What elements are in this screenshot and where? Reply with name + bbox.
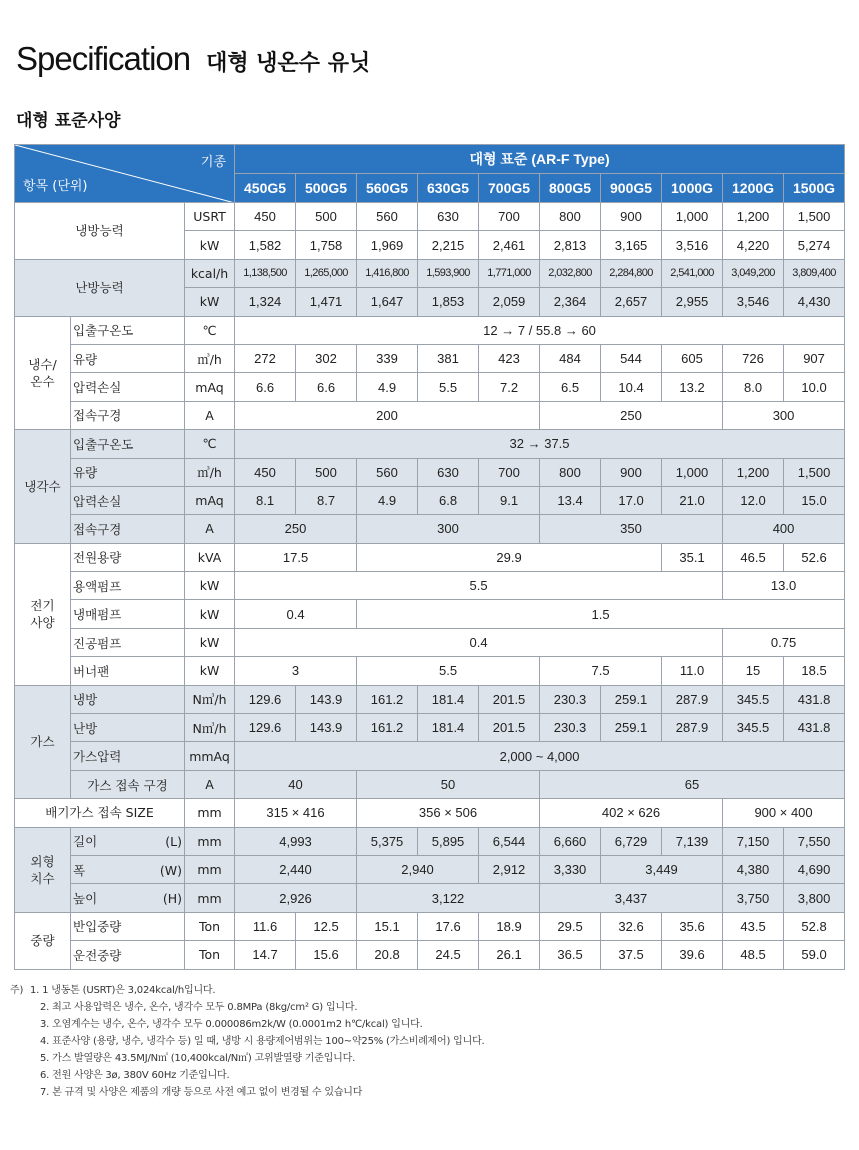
unit-cell: kW [185, 628, 235, 656]
value-cell: 20.8 [357, 941, 418, 969]
value-cell: 900 [601, 203, 662, 231]
value-cell: 2,541,000 [662, 259, 723, 287]
value-cell: 7,550 [784, 827, 845, 855]
item-label: 전원용량 [71, 543, 185, 571]
value-cell: 2,955 [662, 288, 723, 316]
value-cell: 1,265,000 [296, 259, 357, 287]
group-cooling-water: 냉각수 [15, 430, 71, 544]
table-row [15, 430, 845, 458]
item-label: 접속구경 [71, 515, 185, 543]
value-cell: 300 [723, 401, 845, 429]
table-row [15, 714, 845, 742]
value-cell: 2,000 ~ 4,000 [235, 742, 845, 770]
value-cell: 65 [540, 770, 845, 798]
unit-cell: mm [185, 799, 235, 827]
value-cell: 6.5 [540, 373, 601, 401]
value-cell: 17.6 [418, 912, 479, 940]
unit-cell: ℃ [185, 430, 235, 458]
value-cell: 907 [784, 344, 845, 372]
value-cell: 484 [540, 344, 601, 372]
group-heating-capacity: 난방능력 [15, 259, 185, 316]
value-cell: 17.5 [235, 543, 357, 571]
value-cell: 800 [540, 203, 601, 231]
value-cell: 2,461 [479, 231, 540, 259]
value-cell: 2,657 [601, 288, 662, 316]
item-label: 높이 (H) [71, 884, 185, 912]
unit-cell: kW [185, 231, 235, 259]
value-cell: 2,364 [540, 288, 601, 316]
value-cell: 1,416,800 [357, 259, 418, 287]
value-cell: 381 [418, 344, 479, 372]
item-label: 진공펌프 [71, 628, 185, 656]
table-row [15, 572, 845, 600]
value-cell: 2,813 [540, 231, 601, 259]
footnote-item: 7. 본 규격 및 사양은 제품의 개량 등으로 사전 예고 없이 변경될 수 있습니다 [40, 1087, 363, 1098]
value-cell: 143.9 [296, 714, 357, 742]
value-cell: 0.75 [723, 628, 845, 656]
value-cell: 5,274 [784, 231, 845, 259]
value-cell: 9.1 [479, 486, 540, 514]
value-cell: 7,150 [723, 827, 784, 855]
group-cooling-capacity: 냉방능력 [15, 203, 185, 260]
table-row [15, 401, 845, 429]
value-cell: 129.6 [235, 714, 296, 742]
value-cell: 1,593,900 [418, 259, 479, 287]
page-title: Specification [16, 40, 191, 77]
value-cell: 250 [235, 515, 357, 543]
value-cell: 161.2 [357, 685, 418, 713]
page-subtitle: 대형 냉온수 유닛 [206, 51, 371, 76]
value-cell: 161.2 [357, 714, 418, 742]
value-cell: 21.0 [662, 486, 723, 514]
value-cell: 4,690 [784, 855, 845, 883]
table-row [15, 799, 845, 827]
value-cell: 10.4 [601, 373, 662, 401]
value-cell: 431.8 [784, 714, 845, 742]
value-cell: 39.6 [662, 941, 723, 969]
value-cell: 605 [662, 344, 723, 372]
value-cell: 345.5 [723, 685, 784, 713]
value-cell: 1,000 [662, 203, 723, 231]
value-cell: 201.5 [479, 714, 540, 742]
value-cell: 201.5 [479, 685, 540, 713]
value-cell: 6.6 [296, 373, 357, 401]
value-cell: 181.4 [418, 685, 479, 713]
value-cell: 26.1 [479, 941, 540, 969]
item-label: 길이 (L) [71, 827, 185, 855]
value-cell: 8.7 [296, 486, 357, 514]
model-header: 560G5 [357, 174, 418, 203]
value-cell: 3,049,200 [723, 259, 784, 287]
unit-cell: ℃ [185, 316, 235, 344]
value-cell: 560 [357, 203, 418, 231]
value-cell: 10.0 [784, 373, 845, 401]
value-cell: 345.5 [723, 714, 784, 742]
value-cell: 1,324 [235, 288, 296, 316]
value-cell: 544 [601, 344, 662, 372]
table-row [15, 628, 845, 656]
value-cell: 900 × 400 [723, 799, 845, 827]
unit-cell: Ton [185, 941, 235, 969]
item-label: 가스압력 [71, 742, 185, 770]
value-cell: 900 [601, 458, 662, 486]
value-cell: 8.0 [723, 373, 784, 401]
value-cell: 59.0 [784, 941, 845, 969]
model-header: 1000G [662, 174, 723, 203]
value-cell: 6,544 [479, 827, 540, 855]
value-cell: 431.8 [784, 685, 845, 713]
value-cell: 11.0 [662, 657, 723, 685]
series-title: 대형 표준 (AR-F Type) [235, 145, 845, 174]
value-cell: 14.7 [235, 941, 296, 969]
value-cell: 2,940 [357, 855, 479, 883]
model-header: 1500G [784, 174, 845, 203]
group-dimensions: 외형 치수 [15, 827, 71, 912]
value-cell: 4.9 [357, 373, 418, 401]
table-row [15, 600, 845, 628]
unit-cell: N㎥/h [185, 714, 235, 742]
group-electrical: 전기 사양 [15, 543, 71, 685]
value-cell: 3,449 [601, 855, 723, 883]
header-row-series [15, 145, 845, 174]
value-cell: 4,220 [723, 231, 784, 259]
value-cell: 48.5 [723, 941, 784, 969]
value-cell: 356 × 506 [357, 799, 540, 827]
item-label: 용액펌프 [71, 572, 185, 600]
value-cell: 1,471 [296, 288, 357, 316]
item-label: 유량 [71, 458, 185, 486]
value-cell: 52.8 [784, 912, 845, 940]
group-exhaust: 배기가스 접속 SIZE [15, 799, 185, 827]
table-row [15, 203, 845, 231]
value-cell: 2,284,800 [601, 259, 662, 287]
value-cell: 6,729 [601, 827, 662, 855]
group-gas: 가스 [15, 685, 71, 799]
value-cell: 300 [357, 515, 540, 543]
table-row [15, 259, 845, 287]
table-row [15, 912, 845, 940]
value-cell: 29.9 [357, 543, 662, 571]
value-cell: 3,437 [540, 884, 723, 912]
footnote-item: 4. 표준사양 (용량, 냉수, 냉각수 등) 일 때, 냉방 시 용량제어범위는 100~약25% (가스비례제어) 입니다. [40, 1036, 485, 1047]
value-cell: 230.3 [540, 714, 601, 742]
value-cell: 6,660 [540, 827, 601, 855]
value-cell: 1.5 [357, 600, 845, 628]
model-header: 1200G [723, 174, 784, 203]
value-cell: 18.5 [784, 657, 845, 685]
value-cell: 4,430 [784, 288, 845, 316]
value-cell: 450 [235, 458, 296, 486]
value-cell: 3 [235, 657, 357, 685]
unit-cell: mAq [185, 373, 235, 401]
model-header: 500G5 [296, 174, 357, 203]
value-cell: 24.5 [418, 941, 479, 969]
value-cell: 630 [418, 203, 479, 231]
footnote-label: 주) [10, 985, 24, 996]
item-label: 폭 (W) [71, 855, 185, 883]
item-label: 입출구온도 [71, 316, 185, 344]
unit-cell: kW [185, 657, 235, 685]
footnote-item: 3. 오염계수는 냉수, 온수, 냉각수 모두 0.000086m2k/W (0.0001m2 h℃/kcal) 입니다. [40, 1019, 423, 1030]
table-row [15, 941, 845, 969]
unit-cell: kW [185, 288, 235, 316]
value-cell: 1,200 [723, 203, 784, 231]
unit-cell: mAq [185, 486, 235, 514]
page-title-block [16, 40, 370, 88]
unit-cell: mm [185, 855, 235, 883]
item-label: 접속구경 [71, 401, 185, 429]
value-cell: 272 [235, 344, 296, 372]
value-cell: 32.6 [601, 912, 662, 940]
item-label: 가스 접속 구경 [71, 770, 185, 798]
table-row [15, 685, 845, 713]
value-cell: 8.1 [235, 486, 296, 514]
value-cell: 287.9 [662, 685, 723, 713]
value-cell: 46.5 [723, 543, 784, 571]
model-header: 630G5 [418, 174, 479, 203]
item-label: 입출구온도 [71, 430, 185, 458]
value-cell: 1,853 [418, 288, 479, 316]
value-cell: 0.4 [235, 600, 357, 628]
value-cell: 29.5 [540, 912, 601, 940]
item-label: 압력손실 [71, 373, 185, 401]
value-cell: 43.5 [723, 912, 784, 940]
corner-item-label: 항목 (단위) [23, 179, 88, 194]
table-row [15, 855, 845, 883]
item-label: 압력손실 [71, 486, 185, 514]
value-cell: 143.9 [296, 685, 357, 713]
value-cell: 4,993 [235, 827, 357, 855]
value-cell: 800 [540, 458, 601, 486]
value-cell: 3,800 [784, 884, 845, 912]
value-cell: 630 [418, 458, 479, 486]
value-cell: 12.5 [296, 912, 357, 940]
table-row [15, 344, 845, 372]
value-cell: 5,375 [357, 827, 418, 855]
footnote-item: 5. 가스 발열량은 43.5MJ/N㎥ (10,400kcal/N㎥) 고위발열량 기준입니다. [40, 1053, 356, 1064]
value-cell: 2,912 [479, 855, 540, 883]
value-cell: 2,926 [235, 884, 357, 912]
value-cell: 6.6 [235, 373, 296, 401]
value-cell: 37.5 [601, 941, 662, 969]
value-cell: 5.5 [235, 572, 723, 600]
value-cell: 700 [479, 203, 540, 231]
value-cell: 3,165 [601, 231, 662, 259]
value-cell: 400 [723, 515, 845, 543]
footnotes [10, 982, 485, 1101]
unit-cell: kW [185, 572, 235, 600]
value-cell: 15.0 [784, 486, 845, 514]
value-cell: 15.1 [357, 912, 418, 940]
value-cell: 1,969 [357, 231, 418, 259]
model-header: 800G5 [540, 174, 601, 203]
unit-cell: USRT [185, 203, 235, 231]
value-cell: 13.2 [662, 373, 723, 401]
unit-cell: Ton [185, 912, 235, 940]
value-cell: 7,139 [662, 827, 723, 855]
unit-cell: A [185, 770, 235, 798]
value-cell: 0.4 [235, 628, 723, 656]
unit-cell: ㎥/h [185, 344, 235, 372]
unit-cell: ㎥/h [185, 458, 235, 486]
value-cell: 1,758 [296, 231, 357, 259]
table-row [15, 770, 845, 798]
value-cell: 18.9 [479, 912, 540, 940]
value-cell: 15 [723, 657, 784, 685]
unit-cell: mmAq [185, 742, 235, 770]
item-label: 버너팬 [71, 657, 185, 685]
value-cell: 4,380 [723, 855, 784, 883]
value-cell: 3,809,400 [784, 259, 845, 287]
section-title: 대형 표준사양 [16, 111, 121, 131]
value-cell: 230.3 [540, 685, 601, 713]
table-row [15, 373, 845, 401]
value-cell: 2,032,800 [540, 259, 601, 287]
value-cell: 500 [296, 458, 357, 486]
value-cell: 11.6 [235, 912, 296, 940]
value-cell: 32 → 37.5 [235, 430, 845, 458]
footnote-item: 1. 1 냉동톤 (USRT)은 3,024kcal/h입니다. [30, 985, 216, 996]
value-cell: 1,500 [784, 458, 845, 486]
value-cell: 1,582 [235, 231, 296, 259]
value-cell: 302 [296, 344, 357, 372]
value-cell: 181.4 [418, 714, 479, 742]
value-cell: 287.9 [662, 714, 723, 742]
value-cell: 2,059 [479, 288, 540, 316]
table-row [15, 657, 845, 685]
value-cell: 35.6 [662, 912, 723, 940]
item-label: 냉매펌프 [71, 600, 185, 628]
model-header: 450G5 [235, 174, 296, 203]
value-cell: 7.2 [479, 373, 540, 401]
group-chilled-hot-water: 냉수/ 온수 [15, 316, 71, 430]
table-row [15, 742, 845, 770]
table-row [15, 884, 845, 912]
value-cell: 6.8 [418, 486, 479, 514]
value-cell: 13.0 [723, 572, 845, 600]
table-row [15, 486, 845, 514]
item-label: 유량 [71, 344, 185, 372]
value-cell: 7.5 [540, 657, 662, 685]
model-header: 900G5 [601, 174, 662, 203]
value-cell: 500 [296, 203, 357, 231]
item-label: 운전중량 [71, 941, 185, 969]
value-cell: 3,516 [662, 231, 723, 259]
value-cell: 35.1 [662, 543, 723, 571]
value-cell: 52.6 [784, 543, 845, 571]
model-header: 700G5 [479, 174, 540, 203]
item-label: 난방 [71, 714, 185, 742]
value-cell: 40 [235, 770, 357, 798]
footnote-item: 6. 전원 사양은 3ø, 380V 60Hz 기준입니다. [40, 1070, 230, 1081]
value-cell: 1,771,000 [479, 259, 540, 287]
unit-cell: mm [185, 827, 235, 855]
value-cell: 3,750 [723, 884, 784, 912]
value-cell: 13.4 [540, 486, 601, 514]
table-row [15, 543, 845, 571]
unit-cell: A [185, 401, 235, 429]
value-cell: 2,440 [235, 855, 357, 883]
item-label: 반입중량 [71, 912, 185, 940]
value-cell: 5.5 [357, 657, 540, 685]
unit-cell: kW [185, 600, 235, 628]
value-cell: 259.1 [601, 685, 662, 713]
unit-cell: mm [185, 884, 235, 912]
value-cell: 3,330 [540, 855, 601, 883]
corner-model-label: 기종 [200, 155, 227, 170]
value-cell: 423 [479, 344, 540, 372]
value-cell: 17.0 [601, 486, 662, 514]
value-cell: 350 [540, 515, 723, 543]
value-cell: 200 [235, 401, 540, 429]
value-cell: 12.0 [723, 486, 784, 514]
value-cell: 50 [357, 770, 540, 798]
value-cell: 1,500 [784, 203, 845, 231]
value-cell: 5,895 [418, 827, 479, 855]
value-cell: 450 [235, 203, 296, 231]
value-cell: 560 [357, 458, 418, 486]
value-cell: 4.9 [357, 486, 418, 514]
value-cell: 1,138,500 [235, 259, 296, 287]
header-corner [15, 145, 235, 203]
footnote-list [30, 982, 485, 1101]
value-cell: 726 [723, 344, 784, 372]
unit-cell: kcal/h [185, 259, 235, 287]
table-row [15, 827, 845, 855]
value-cell: 3,122 [357, 884, 540, 912]
unit-cell: kVA [185, 543, 235, 571]
value-cell: 315 × 416 [235, 799, 357, 827]
value-cell: 15.6 [296, 941, 357, 969]
value-cell: 1,200 [723, 458, 784, 486]
table-row [15, 458, 845, 486]
unit-cell: A [185, 515, 235, 543]
value-cell: 3,546 [723, 288, 784, 316]
item-label: 냉방 [71, 685, 185, 713]
value-cell: 1,000 [662, 458, 723, 486]
value-cell: 259.1 [601, 714, 662, 742]
value-cell: 12 → 7 / 55.8 → 60 [235, 316, 845, 344]
value-cell: 250 [540, 401, 723, 429]
spec-table [14, 144, 845, 970]
footnote-item: 2. 최고 사용압력은 냉수, 온수, 냉각수 모두 0.8MPa (8kg/cm² G) 입니다. [40, 1002, 358, 1013]
value-cell: 1,647 [357, 288, 418, 316]
value-cell: 129.6 [235, 685, 296, 713]
value-cell: 700 [479, 458, 540, 486]
group-weight: 중량 [15, 912, 71, 969]
table-row [15, 515, 845, 543]
table-row [15, 316, 845, 344]
value-cell: 2,215 [418, 231, 479, 259]
value-cell: 402 × 626 [540, 799, 723, 827]
value-cell: 5.5 [418, 373, 479, 401]
value-cell: 36.5 [540, 941, 601, 969]
unit-cell: N㎥/h [185, 685, 235, 713]
value-cell: 339 [357, 344, 418, 372]
